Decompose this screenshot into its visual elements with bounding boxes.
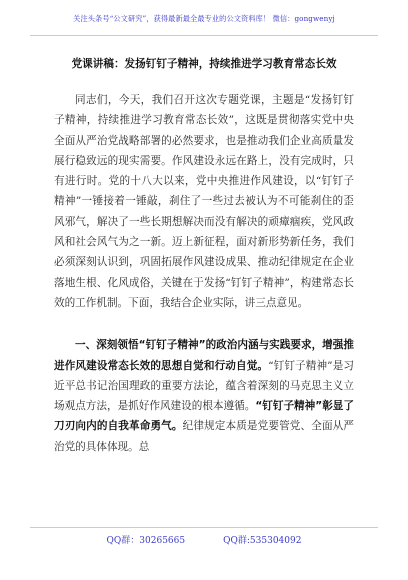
paragraph-gap xyxy=(54,313,354,335)
footer xyxy=(0,533,408,546)
intro-paragraph: 同志们，今天，我们召开这次专题党课，主题是“发扬钉钉子精神，持续推进学习教育常态长效”，这既是贯彻落实党中央全面从严治党战略部署的必然要求，也是推动我们企业高质量发展行稳致远的现实需要。作风建设永远在路上，没有完成时，只有进行时。党的十八大以来，党中央推进作风建设，以“钉钉子精神”一锤接着一锤敲，刹住了一些过去被认为不可能刹住的歪风邪气，解决了一些长期想解决而没有解决的顽瘴痼疾，党风政风和社会风气为之一新。迈上新征程，面对新形势新任务，我们必须深刻认识到，巩固拓展作风建设成果、推动纪律规定在企业落地生根、化风成俗，关键在于发扬“钉钉子精神”，构建常态长效的工作机制。下面，我结合企业实际，讲三点意见。 xyxy=(54,94,354,309)
section-1-emphasis: “钉钉子精神”彰显了刀刃向内的自我革命勇气。 xyxy=(54,400,354,433)
footer-divider xyxy=(30,527,378,528)
document-body xyxy=(54,90,354,457)
section-1-text-a: “钉钉子精神”是习近平总书记治国理政的重要方法论，蕴含着深刻的马克思主义立场观点方法，是抓好作风建设的根本遵循。 xyxy=(54,359,354,413)
header-banner-text: 关注头条号“公文研究”，获得最新最全最专业的公文资料库！ 微信：gongwenyj xyxy=(73,14,335,23)
section-1-heading: 一、深刻领悟“钉钉子精神”的政治内涵与实践要求，增强推进作风建设常态长效的思想自觉和行动自觉。 xyxy=(54,339,354,372)
header-banner xyxy=(30,14,378,36)
section-1-text-b: 纪律规定本质是党要管党、全面从严治党的具体体现。总 xyxy=(54,420,354,453)
section-1-paragraph xyxy=(54,335,354,457)
document-title: 党课讲稿：发扬钉钉子精神，持续推进学习教育常态长效 xyxy=(71,58,337,70)
footer-qq-group-1: QQ群：30265665 xyxy=(106,536,186,546)
footer-qq-group-2: QQ群:535304092 xyxy=(223,536,302,546)
